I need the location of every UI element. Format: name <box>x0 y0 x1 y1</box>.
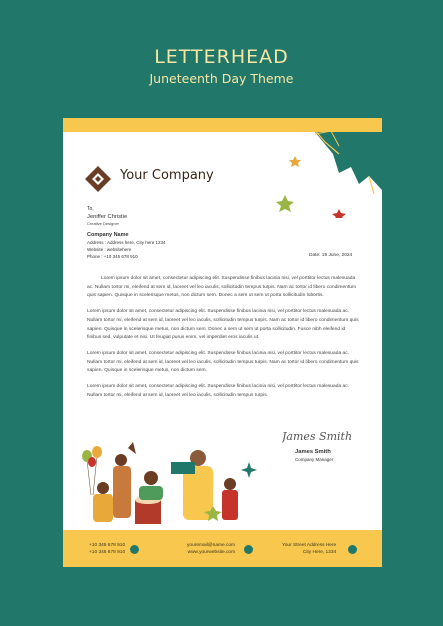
recipient-name: Jeniffer Christie <box>87 214 128 220</box>
recipient-block <box>87 206 127 226</box>
footer-address-line: City Here, 1234 <box>302 550 337 555</box>
signer-block <box>295 449 333 462</box>
page-title: LETTERHEAD <box>154 46 289 68</box>
footer-address <box>282 542 336 556</box>
footer-phone: +10 345 678 910 <box>89 550 126 555</box>
page-subtitle: Juneteenth Day Theme <box>149 71 294 86</box>
company-phone: Phone : +10 345 678 910 <box>87 254 138 259</box>
footer-phones <box>89 542 125 556</box>
body-paragraph: Lorem ipsum dolor sit amet, consectetur adipiscing elit. Suspendisse finibus lacinia nisi, vel porttitor lectus malesuada ac. Nullam tortor mi, eleifend at sem id, laoreet vel leo iaculis, sollicitudin tempus turpis. <box>87 384 350 398</box>
signer-title: Company Manager <box>295 457 334 462</box>
star-icon <box>276 195 294 212</box>
juneteenth-celebration-illustration <box>73 440 258 532</box>
handwritten-signature <box>282 424 352 446</box>
body-paragraph: Lorem ipsum dolor sit amet, consectetur adipiscing elit. Suspendisse finibus lacinia nisi, vel porttitor lectus malesuada ac. Nullam tortor mi, eleifend at sem id, laoreet vel leo iaculis, sollicitudin tempus turpis. Nam ac tortor id libero condimentum quis sapien. Quisque in scelerisque metus, non dictum sem. Donec a sem ut sem ut porta sollicitudin. Fusce nibh eleifend id finibus sed, vulputate et nisi. Ut feugiat purus enim, vel imperdiet eros iaculis ut. <box>87 309 359 341</box>
email-icon <box>244 545 253 554</box>
star-icon <box>332 209 346 218</box>
company-address: Address : Address here, City here 1234 <box>87 240 166 245</box>
footer-email: youremail@name.com <box>187 543 236 548</box>
footer-website: www.yourwebsite.com <box>187 550 236 555</box>
letter-date: Date: 19 June, 2024 <box>309 253 353 258</box>
letterhead-sheet <box>63 118 382 567</box>
star-icon <box>289 156 301 167</box>
company-info-block <box>87 232 166 260</box>
logo-icon <box>85 166 111 192</box>
body-paragraph: Lorem ipsum dolor sit amet, consectetur adipiscing elit. Suspendisse finibus lacinia nisi, vel porttitor lectus malesuada ac. Nullam tortor mi, eleifend at sem id, laoreet vel leo iaculis, sollicitudin tempus turpis. Nam ac tortor id libero condimentum quis sapien. Quisque in scelerisque metus, non dictum sem. Donec a sem ut sem ut porta sollicitudin lobortis. <box>87 276 357 299</box>
body-paragraph: Lorem ipsum dolor sit amet, consectetur adipiscing elit. Suspendisse finibus lacinia nisi, vel porttitor lectus malesuada ac. Nullam tortor mi, eleifend at sem id, laoreet vel leo iaculis, sollicitudin tempus turpis. Nam ac tortor id libero condimentum quis sapien. Quisque in scelerisque metus, non dictum sem. <box>87 350 359 374</box>
svg-text:James Smith: James Smith <box>282 430 352 443</box>
footer-address-line: Your Street Address Here <box>282 543 337 548</box>
footer-contacts <box>187 542 235 556</box>
footer-phone: +10 345 678 910 <box>89 543 126 548</box>
to-label: To, <box>87 206 94 212</box>
company-info-name: Company Name <box>87 232 129 238</box>
company-name: Your Company <box>120 168 214 183</box>
phone-icon <box>130 545 139 554</box>
signer-name: James Smith <box>295 449 331 455</box>
footer-band <box>63 530 382 567</box>
recipient-title: Creative Designer <box>87 221 120 226</box>
location-icon <box>348 545 357 554</box>
letter-body <box>87 275 359 407</box>
company-website: Website : websitehere <box>87 247 132 252</box>
